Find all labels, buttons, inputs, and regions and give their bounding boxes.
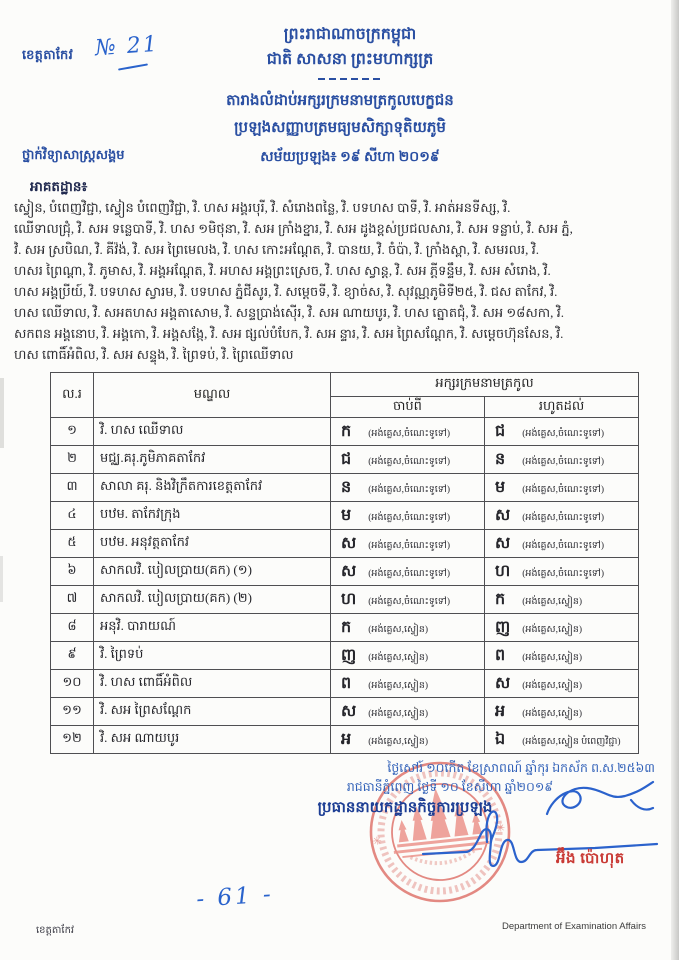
lunar-date-line: ថ្ងៃសៅរ៍ ១០កើត ខែស្រាពណ៍ ឆ្នាំកុរ ឯកស័ក ព.ស.២៥៦៣ bbox=[387, 761, 655, 775]
stamp-star-left: ✳ bbox=[372, 835, 383, 849]
row-number: ១២ bbox=[51, 726, 94, 754]
province-label: ខេត្តតាកែវ bbox=[22, 47, 74, 62]
from-letter: ក bbox=[341, 618, 352, 636]
recipients-paragraph bbox=[14, 197, 666, 365]
from-letter-cell bbox=[331, 502, 485, 530]
to-note: (អង់គ្លេស,ចំណេះទូទៅ) bbox=[522, 484, 605, 495]
to-letter: ជ bbox=[495, 422, 506, 440]
to-letter-cell bbox=[485, 698, 639, 726]
col-header-alphabet: អក្សរក្រមនាមត្រកូល bbox=[331, 373, 639, 397]
from-letter: ស bbox=[341, 562, 357, 580]
divider-ornament bbox=[318, 78, 380, 80]
from-note: (អង់គ្លេស,ស្វៀន) bbox=[368, 652, 429, 663]
to-note: (អង់គ្លេស,ស្វៀន) bbox=[522, 596, 583, 607]
row-number: ១១ bbox=[51, 698, 94, 726]
from-letter: ស bbox=[341, 534, 357, 552]
to-letter: ន bbox=[495, 450, 506, 468]
table-row bbox=[51, 586, 639, 614]
to-note: (អង់គ្លេស,ចំណេះទូទៅ) bbox=[522, 428, 605, 439]
from-note: (អង់គ្លេស,ស្វៀន) bbox=[368, 708, 429, 719]
recipients-line: វិ. សអ ស្របិណ, វិ. គីវ៉ង់, វិ. សអ ព្រៃមេលង, វិ. ហស កោះអណ្ដែត, វិ. បានយ, វិ. ចំប៉ា, វិ. ក្រាំងស្ពា, វិ. សមរលរ, វិ. bbox=[14, 242, 540, 257]
recipients-line: សកពន អង្គនោប, វិ. អង្គកោ, វិ. អង្គសង្កែ, វិ. សអ ផ្សល់បំបែក, វិ. សអ ន្ទារ, វិ. សអ ព្រៃសណ្ដែក, វិ. សម្ដេចហ៊ុនសែន, វិ. bbox=[14, 326, 564, 341]
recipients-label: អាគតដ្ឋាន៖ bbox=[30, 179, 88, 194]
from-note: (អង់គ្លេស,ចំណេះទូទៅ) bbox=[368, 596, 451, 607]
to-letter: ក bbox=[495, 590, 506, 608]
row-number: ៣ bbox=[51, 474, 94, 502]
exam-center-name: អនុវិ. បារាយណ៍ bbox=[94, 614, 331, 642]
recipients-line: ឈើទាលជ្រុំ, វិ. សអ ទន្លេបាទី, វិ. ហស ១មិថុនា, វិ. សអ ក្រាំងខ្នារ, វិ. សអ ដូងខ្ពស់ប្រជលសារ, វិ. សអ ទន្លាប់, វិ. សអ ភ្នំ, bbox=[14, 221, 573, 236]
to-letter-cell bbox=[485, 446, 639, 474]
row-number: ៨ bbox=[51, 614, 94, 642]
row-number: ២ bbox=[51, 446, 94, 474]
to-note: (អង់គ្លេស,ចំណេះទូទៅ) bbox=[522, 540, 605, 551]
from-letter-cell bbox=[331, 446, 485, 474]
table-row bbox=[51, 642, 639, 670]
to-note: (អង់គ្លេស,ចំណេះទូទៅ) bbox=[522, 456, 605, 467]
to-letter: ញ bbox=[495, 618, 511, 636]
table-row bbox=[51, 502, 639, 530]
table-row bbox=[51, 418, 639, 446]
to-letter: ព bbox=[495, 646, 506, 664]
document-title-line2: ប្រឡងសញ្ញាបត្រមធ្យមសិក្សាទុតិយភូមិ bbox=[234, 120, 446, 136]
from-note: (អង់គ្លេស,ស្វៀន) bbox=[368, 680, 429, 691]
signer-position-title: ប្រធាននាយកដ្ឋានកិច្ចការប្រឡង bbox=[317, 800, 493, 816]
to-letter-cell bbox=[485, 530, 639, 558]
exam-center-name: សាលា គរុ. និងវិក្រឹតការខេត្តតាកែវ bbox=[94, 474, 331, 502]
exam-center-name: សាកលវិ. បៀលប្រាយ(គក) (២) bbox=[94, 586, 331, 614]
table-row bbox=[51, 474, 639, 502]
to-letter: ស bbox=[495, 506, 511, 524]
from-letter: ស bbox=[341, 702, 357, 720]
from-letter: អ bbox=[341, 730, 352, 748]
from-note: (អង់គ្លេស,ស្វៀន) bbox=[368, 736, 429, 747]
row-number: ៥ bbox=[51, 530, 94, 558]
to-note: (អង់គ្លេស,ចំណេះទូទៅ) bbox=[522, 512, 605, 523]
to-note: (អង់គ្លេស,ស្វៀន បំពេញវិជ្ជា) bbox=[522, 736, 621, 747]
exam-center-name: វិ. ព្រៃទប់ bbox=[94, 642, 331, 670]
row-number: ១ bbox=[51, 418, 94, 446]
to-letter-cell bbox=[485, 614, 639, 642]
from-letter: ម bbox=[341, 506, 352, 524]
to-letter-cell bbox=[485, 418, 639, 446]
to-letter: ស bbox=[495, 534, 511, 552]
from-letter-cell bbox=[331, 726, 485, 754]
to-letter-cell bbox=[485, 726, 639, 754]
row-number: ៦ bbox=[51, 558, 94, 586]
footer-department-label: Department of Examination Affairs bbox=[502, 921, 646, 932]
from-note: (អង់គ្លេស,ចំណេះទូទៅ) bbox=[368, 568, 451, 579]
from-note: (អង់គ្លេស,ចំណេះទូទៅ) bbox=[368, 512, 451, 523]
footer-province-label: ខេត្តតាកែវ bbox=[36, 925, 75, 936]
handwritten-page-number: - 61 - bbox=[195, 881, 275, 913]
from-letter: ជ bbox=[341, 450, 352, 468]
from-note: (អង់គ្លេស,ចំណេះទូទៅ) bbox=[368, 456, 451, 467]
row-number: ១០ bbox=[51, 670, 94, 698]
from-letter: ហ bbox=[341, 590, 357, 608]
to-note: (អង់គ្លេស,ចំណេះទូទៅ) bbox=[522, 568, 605, 579]
row-number: ៧ bbox=[51, 586, 94, 614]
table-row bbox=[51, 670, 639, 698]
exam-center-name: វិ. ហស ពោធិ៍អំពិល bbox=[94, 670, 331, 698]
to-letter: ហ bbox=[495, 562, 511, 580]
from-letter-cell bbox=[331, 670, 485, 698]
table-row bbox=[51, 558, 639, 586]
from-letter-cell bbox=[331, 558, 485, 586]
stamp-star-right: ✳ bbox=[495, 822, 506, 836]
from-letter: ន bbox=[341, 478, 352, 496]
from-note: (អង់គ្លេស,ស្វៀន) bbox=[368, 624, 429, 635]
to-note: (អង់គ្លេស,ស្វៀន) bbox=[522, 652, 583, 663]
to-letter-cell bbox=[485, 558, 639, 586]
to-note: (អង់គ្លេស,ស្វៀន) bbox=[522, 680, 583, 691]
exam-center-name: វិ. ហស ឈើទាល bbox=[94, 418, 331, 446]
gregorian-date-line: រាជធានីភ្នំពេញ ថ្ងៃទី ១០ ខែសីហា ឆ្នាំ២០១៩ bbox=[346, 780, 554, 794]
to-letter: ស bbox=[495, 674, 511, 692]
exam-center-name: វិ. សអ ព្រៃសណ្ដែក bbox=[94, 698, 331, 726]
scan-artifact bbox=[0, 378, 4, 448]
exam-center-name: បឋម. តាកែវក្រុង bbox=[94, 502, 331, 530]
document-title-line1: តារាងលំដាប់អក្សរក្រមនាមត្រកូលបេក្ខជន bbox=[226, 93, 454, 109]
to-letter-cell bbox=[485, 474, 639, 502]
to-letter-cell bbox=[485, 670, 639, 698]
recipients-line: ហស ពោធិ៍អំពិល, វិ. សអ សន្ទុង, វិ. ព្រៃទប់, វិ. ព្រៃឈើទាល bbox=[14, 347, 294, 362]
from-letter: ញ bbox=[341, 646, 357, 664]
to-letter-cell bbox=[485, 502, 639, 530]
from-note: (អង់គ្លេស,ចំណេះទូទៅ) bbox=[368, 540, 451, 551]
row-number: ៤ bbox=[51, 502, 94, 530]
row-number: ៩ bbox=[51, 642, 94, 670]
from-letter-cell bbox=[331, 614, 485, 642]
exam-center-name: មជ្ឈ.គរុ.ភូមិភាគតាកែវ bbox=[94, 446, 331, 474]
col-header-no: ល.រ bbox=[51, 373, 94, 418]
alphabet-roster-table bbox=[50, 372, 639, 754]
from-note: (អង់គ្លេស,ចំណេះទូទៅ) bbox=[368, 484, 451, 495]
from-letter-cell bbox=[331, 418, 485, 446]
from-letter: ក bbox=[341, 422, 352, 440]
table-row bbox=[51, 698, 639, 726]
from-letter-cell bbox=[331, 474, 485, 502]
to-letter: អ bbox=[495, 702, 506, 720]
col-header-to: រហូតដល់ bbox=[485, 397, 639, 418]
exam-center-name: បឋម. អនុវត្តតាកែវ bbox=[94, 530, 331, 558]
table-row bbox=[51, 530, 639, 558]
signer-name: អ៊ឹង ប៉ោហុត bbox=[556, 851, 625, 867]
scan-edge-right bbox=[671, 0, 679, 960]
from-letter-cell bbox=[331, 586, 485, 614]
class-label: ថ្នាក់វិទ្យាសាស្ត្រសង្គម bbox=[22, 147, 125, 162]
handwritten-underline bbox=[118, 63, 148, 70]
recipients-line: ស្វៀន, បំពេញវិជ្ជា, ស្វៀន បំពេញវិជ្ជា, វិ. ហស អង្គរបុរី, វិ. សំរោងពន្លៃ, វិ. បទហស បាទី, វិ. អាត់អនទីស្ស, វិ. bbox=[14, 200, 511, 215]
handwritten-doc-number: № 21 bbox=[94, 31, 160, 62]
from-note: (អង់គ្លេស,ចំណេះទូទៅ) bbox=[368, 428, 451, 439]
to-letter: ម bbox=[495, 478, 506, 496]
from-letter-cell bbox=[331, 530, 485, 558]
table-row bbox=[51, 614, 639, 642]
to-note: (អង់គ្លេស,ស្វៀន) bbox=[522, 624, 583, 635]
recipients-line: ហស អង្គប្រីយ៍, វិ. បទហស ស្វារម, វិ. បទហស ភ្នំជីសូរ, វិ. សម្ដេចទី, វិ. ខ្យាច់ស, វិ. សុវណ្ណភូមិទី២៥, វិ. ជស តាកែវ, វិ. bbox=[14, 284, 558, 299]
to-letter: ឯ bbox=[495, 730, 506, 748]
col-header-center: មណ្ឌល bbox=[94, 373, 331, 418]
from-letter-cell bbox=[331, 698, 485, 726]
col-header-from: ចាប់ពី bbox=[331, 397, 485, 418]
to-letter-cell bbox=[485, 586, 639, 614]
scan-artifact bbox=[0, 556, 3, 602]
to-letter-cell bbox=[485, 642, 639, 670]
national-motto: ជាតិ សាសនា ព្រះមហាក្សត្រ bbox=[266, 51, 434, 68]
exam-center-name: សាកលវិ. បៀលប្រាយ(គក) (១) bbox=[94, 558, 331, 586]
exam-center-name: វិ. សអ ណាយបូរ bbox=[94, 726, 331, 754]
table-row bbox=[51, 446, 639, 474]
recipients-line: ហស ឈើទាល, វិ. សអតហស អង្គតាសោម, វិ. សន្ទប្រាង់ស៊ើរ, វិ. សអ ណាយបូរ, វិ. ហស ត្នោតជុំ, វិ. សអ ១៨សកា, វិ. bbox=[14, 305, 564, 320]
recipients-line: ហសរ ព្រៃណ្ដា, វិ. ភូមាស, វិ. អង្គអណ្ដែត, វិ. អហស អង្គព្រះស្រេច, វិ. ហស ស្វាន្ត, វិ. សអ ភ្ដីទន្ទឹម, វិ. សអ សំរោង, វិ. bbox=[14, 263, 551, 278]
kingdom-title: ព្រះរាជាណាចក្រកម្ពុជា bbox=[283, 26, 417, 43]
from-letter: ព bbox=[341, 674, 352, 692]
from-letter-cell bbox=[331, 642, 485, 670]
table-row bbox=[51, 726, 639, 754]
to-note: (អង់គ្លេស,ស្វៀន) bbox=[522, 708, 583, 719]
exam-session-date: សម័យប្រឡង៖ ១៩ សីហា ២០១៩ bbox=[260, 150, 440, 165]
